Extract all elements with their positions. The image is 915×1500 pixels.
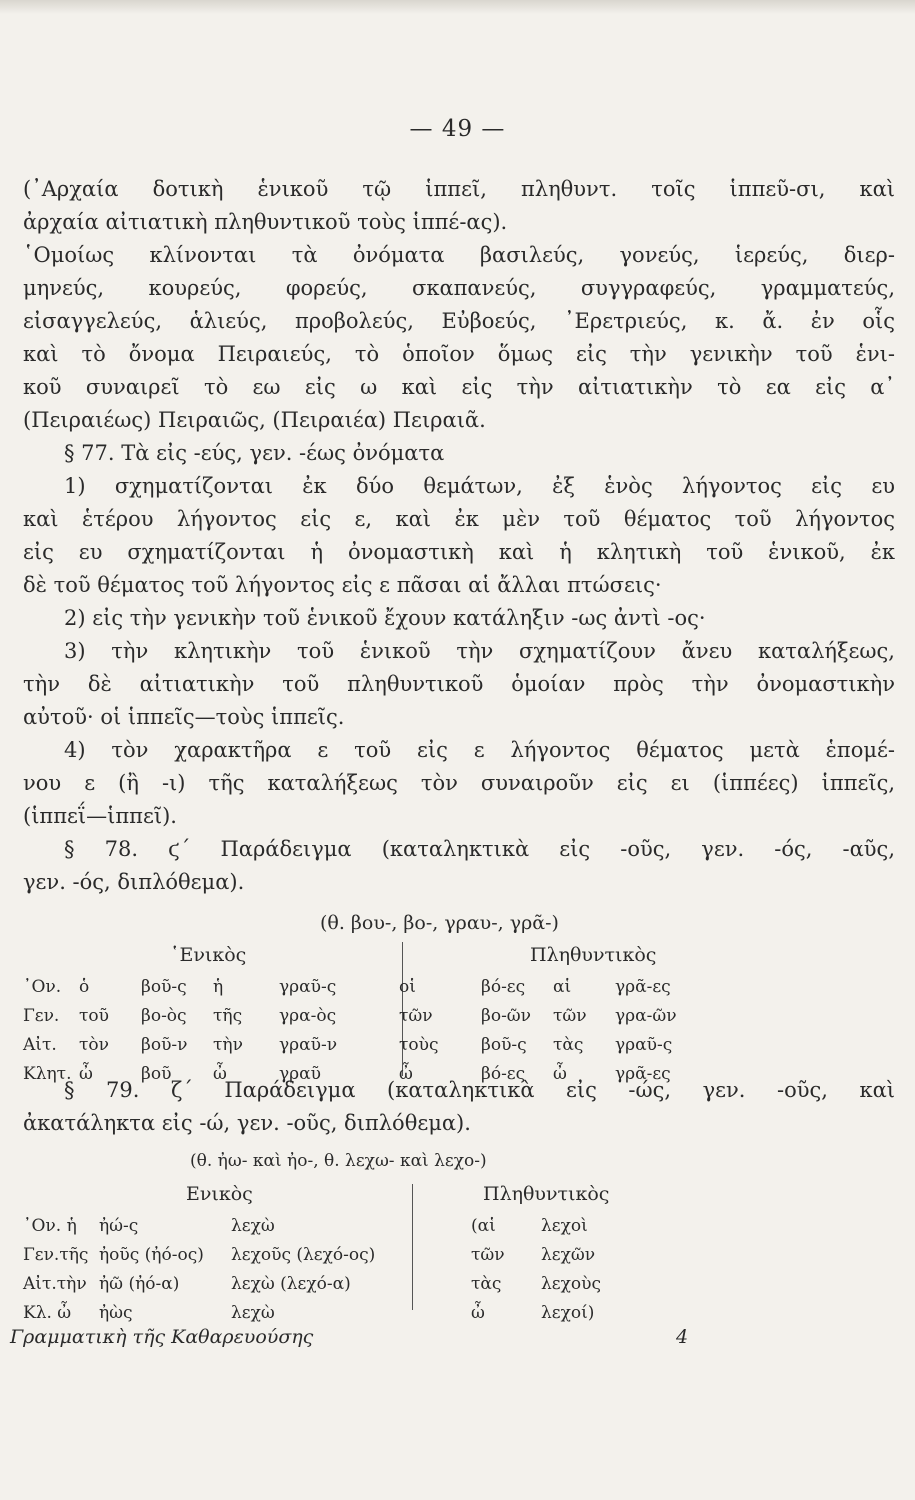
form: λεχὼ bbox=[231, 1215, 275, 1236]
article: τῶν bbox=[471, 1244, 505, 1265]
form: γρα-ῶν bbox=[615, 1005, 677, 1026]
article: τοὺς bbox=[399, 1034, 439, 1055]
form: γραῦ bbox=[279, 1063, 321, 1084]
case-label: Αἰτ. bbox=[23, 1034, 57, 1055]
table-row bbox=[23, 1211, 631, 1240]
form: λεχοῦς (λεχό-ος) bbox=[231, 1244, 376, 1265]
declension-table-78 bbox=[23, 972, 695, 1088]
text-line: 4) τὸν χαρακτῆρα ε τοῦ εἰς ε λήγοντος θέματος μετὰ ἑπομέ- bbox=[64, 738, 895, 762]
article: τὸν bbox=[79, 1034, 109, 1055]
case-label: Γεν.τῆς bbox=[23, 1244, 89, 1265]
table-row bbox=[23, 1298, 631, 1327]
article: αἱ bbox=[553, 976, 572, 997]
stems-79: (θ. ἠω- καὶ ἠο-, θ. λεχω- καὶ λεχο-) bbox=[190, 1151, 487, 1171]
text-line: ἀκατάληκτα εἰς -ώ, γεν. -οῦς, διπλόθεμα). bbox=[23, 1111, 471, 1135]
form: γρᾶ-ες bbox=[615, 976, 671, 997]
form: βο-ὸς bbox=[141, 1005, 187, 1026]
form: γρα-ὸς bbox=[279, 1005, 337, 1026]
footer-signature-mark: 4 bbox=[676, 1326, 689, 1348]
article: τῆς bbox=[213, 1005, 243, 1026]
article: τὴν bbox=[213, 1034, 243, 1055]
article: ὁ bbox=[79, 976, 90, 997]
case-label: ᾿Ον. bbox=[23, 976, 62, 997]
article: τῶν bbox=[399, 1005, 433, 1026]
article: τοῦ bbox=[79, 1005, 109, 1026]
text-line: αὐτοῦ· οἱ ἱππεῖς—τοὺς ἱππεῖς. bbox=[23, 705, 345, 729]
text-line: ῾Ομοίως κλίνονται τὰ ὀνόματα βασιλεύς, γονεύς, ἱερεύς, διερ- bbox=[23, 243, 895, 267]
article: ὦ bbox=[399, 1063, 413, 1084]
text-line: δὲ τοῦ θέματος τοῦ λήγοντος εἰς ε πᾶσαι αἱ ἄλλαι πτώσεις· bbox=[23, 573, 662, 597]
form: βό-ες bbox=[481, 976, 526, 997]
text-line: εἰς ευ σχηματίζονται ἡ ὀνομαστικὴ καὶ ἡ κλητικὴ τοῦ ἑνικοῦ, ἐκ bbox=[23, 540, 895, 564]
text-line: εἰσαγγελεύς, ἁλιεύς, προβολεύς, Εὐβοεύς, ᾿Ερετριεύς, κ. ἄ. ἐν οἷς bbox=[23, 309, 895, 333]
form: βοῦ bbox=[141, 1063, 172, 1084]
case-label: Γεν. bbox=[23, 1005, 60, 1026]
section-heading-78: § 78. ϛ΄ Παράδειγμα (καταληκτικὰ εἰς -οῦς, γεν. -ός, -αῦς, bbox=[64, 837, 895, 861]
text-line: 2) εἰς τὴν γενικὴν τοῦ ἑνικοῦ ἔχουν κατάληξιν -ως ἀντὶ -ος· bbox=[64, 606, 706, 630]
form: λεχοί) bbox=[541, 1302, 595, 1323]
section-heading-77: § 77. Τὰ εἰς -εύς, γεν. -έως ὀνόματα bbox=[64, 441, 445, 465]
text-line: νου ε (ἢ -ι) τῆς καταλήξεως τὸν συναιροῦν εἰς ει (ἱππέες) ἱππεῖς, bbox=[23, 771, 895, 795]
form: γραῦ-ς bbox=[279, 976, 337, 997]
text-line: τὴν δὲ αἰτιατικὴν τοῦ πληθυντικοῦ ὁμοίαν πρὸς τὴν ὀνομαστικὴν bbox=[23, 672, 895, 696]
page-number: — 49 — bbox=[409, 116, 506, 142]
article: οἱ bbox=[399, 976, 416, 997]
form: ἠῶ (ἠό-α) bbox=[99, 1273, 180, 1294]
section-heading-79: § 79. ζ΄ Παράδειγμα (καταληκτικὰ εἰς -ώς, γεν. -οῦς, καὶ bbox=[64, 1078, 895, 1102]
form: βο-ῶν bbox=[481, 1005, 532, 1026]
form: ἠοῦς (ἠό-ος) bbox=[99, 1244, 204, 1265]
article: ὦ bbox=[79, 1063, 93, 1084]
article: (αἱ bbox=[471, 1215, 496, 1236]
form: βό-ες bbox=[481, 1063, 526, 1084]
form: ἠὼς bbox=[99, 1302, 133, 1323]
table-row bbox=[23, 1001, 695, 1030]
article: ὦ bbox=[471, 1302, 485, 1323]
singular-heading-78: ῾Ενικὸς bbox=[170, 944, 247, 966]
form: γραῦ-ν bbox=[279, 1034, 338, 1055]
form: λεχὼ (λεχό-α) bbox=[231, 1273, 351, 1294]
form: λεχοὶ bbox=[541, 1215, 588, 1236]
form: βοῦ-ς bbox=[141, 976, 187, 997]
text-line: γεν. -ός, διπλόθεμα). bbox=[23, 870, 245, 894]
declension-table-79 bbox=[23, 1211, 631, 1327]
top-edge-band bbox=[0, 0, 915, 14]
stems-78: (θ. βου-, βο-, γραυ-, γρᾶ-) bbox=[320, 912, 559, 934]
article: ἡ bbox=[213, 976, 224, 997]
case-label: ᾿Ον. ἡ bbox=[23, 1215, 77, 1236]
form: λεχοὺς bbox=[541, 1273, 601, 1294]
form: λεχῶν bbox=[541, 1244, 596, 1265]
form: γραῦ-ς bbox=[615, 1034, 673, 1055]
plural-heading-79: Πληθυντικὸς bbox=[483, 1183, 610, 1205]
text-line: (ἱππεΐ—ἱππεῖ). bbox=[23, 804, 177, 828]
text-line: 3) τὴν κλητικὴν τοῦ ἑνικοῦ τὴν σχηματίζουν ἄνευ καταλήξεως, bbox=[64, 639, 895, 663]
article: τὰς bbox=[471, 1273, 502, 1294]
footer-book-title: Γραμματικὴ τῆς Καθαρευούσης bbox=[10, 1326, 314, 1348]
text-line: (᾿Αρχαία δοτικὴ ἑνικοῦ τῷ ἱππεῖ, πληθυντ. τοῖς ἱππεῦ-σι, καὶ bbox=[23, 177, 895, 201]
article: ὦ bbox=[553, 1063, 567, 1084]
form: βοῦ-ς bbox=[481, 1034, 527, 1055]
singular-heading-79: Ενικὸς bbox=[186, 1183, 253, 1205]
article: τὰς bbox=[553, 1034, 584, 1055]
text-line: μηνεύς, κουρεύς, φορεύς, σκαπανεύς, συγγραφεύς, γραμματεύς, bbox=[23, 276, 895, 300]
form: λεχὼ bbox=[231, 1302, 275, 1323]
article: τῶν bbox=[553, 1005, 587, 1026]
text-line: κοῦ συναιρεῖ τὸ εω εἰς ω καὶ εἰς τὴν αἰτιατικὴν τὸ εα εἰς α᾿ bbox=[23, 375, 895, 399]
case-label: Αἰτ.τὴν bbox=[23, 1273, 87, 1294]
table-row bbox=[23, 972, 695, 1001]
plural-heading-78: Πληθυντικὸς bbox=[530, 944, 657, 966]
text-line: 1) σχηματίζονται ἐκ δύο θεμάτων, ἐξ ἑνὸς λήγοντος εἰς ευ bbox=[64, 474, 895, 498]
form: ἠώ-ς bbox=[99, 1215, 139, 1236]
text-line: ἀρχαία αἰτιατικὴ πληθυντικοῦ τοὺς ἱππέ-ας). bbox=[23, 210, 508, 234]
text-line: καὶ ἑτέρου λήγοντος εἰς ε, καὶ ἐκ μὲν τοῦ θέματος τοῦ λήγοντος bbox=[23, 507, 895, 531]
table-row bbox=[23, 1030, 695, 1059]
article: ὦ bbox=[213, 1063, 227, 1084]
table-row bbox=[23, 1269, 631, 1298]
form: γρᾶ-ες bbox=[615, 1063, 671, 1084]
table-row bbox=[23, 1240, 631, 1269]
text-line: (Πειραιέως) Πειραιῶς, (Πειραιέα) Πειραιᾶ. bbox=[23, 408, 486, 432]
form: βοῦ-ν bbox=[141, 1034, 188, 1055]
case-label: Κλητ. bbox=[23, 1063, 72, 1084]
case-label: Κλ. ὦ bbox=[23, 1302, 72, 1323]
text-line: καὶ τὸ ὄνομα Πειραιεύς, τὸ ὁποῖον ὅμως εἰς τὴν γενικὴν τοῦ ἑνι- bbox=[23, 342, 895, 366]
